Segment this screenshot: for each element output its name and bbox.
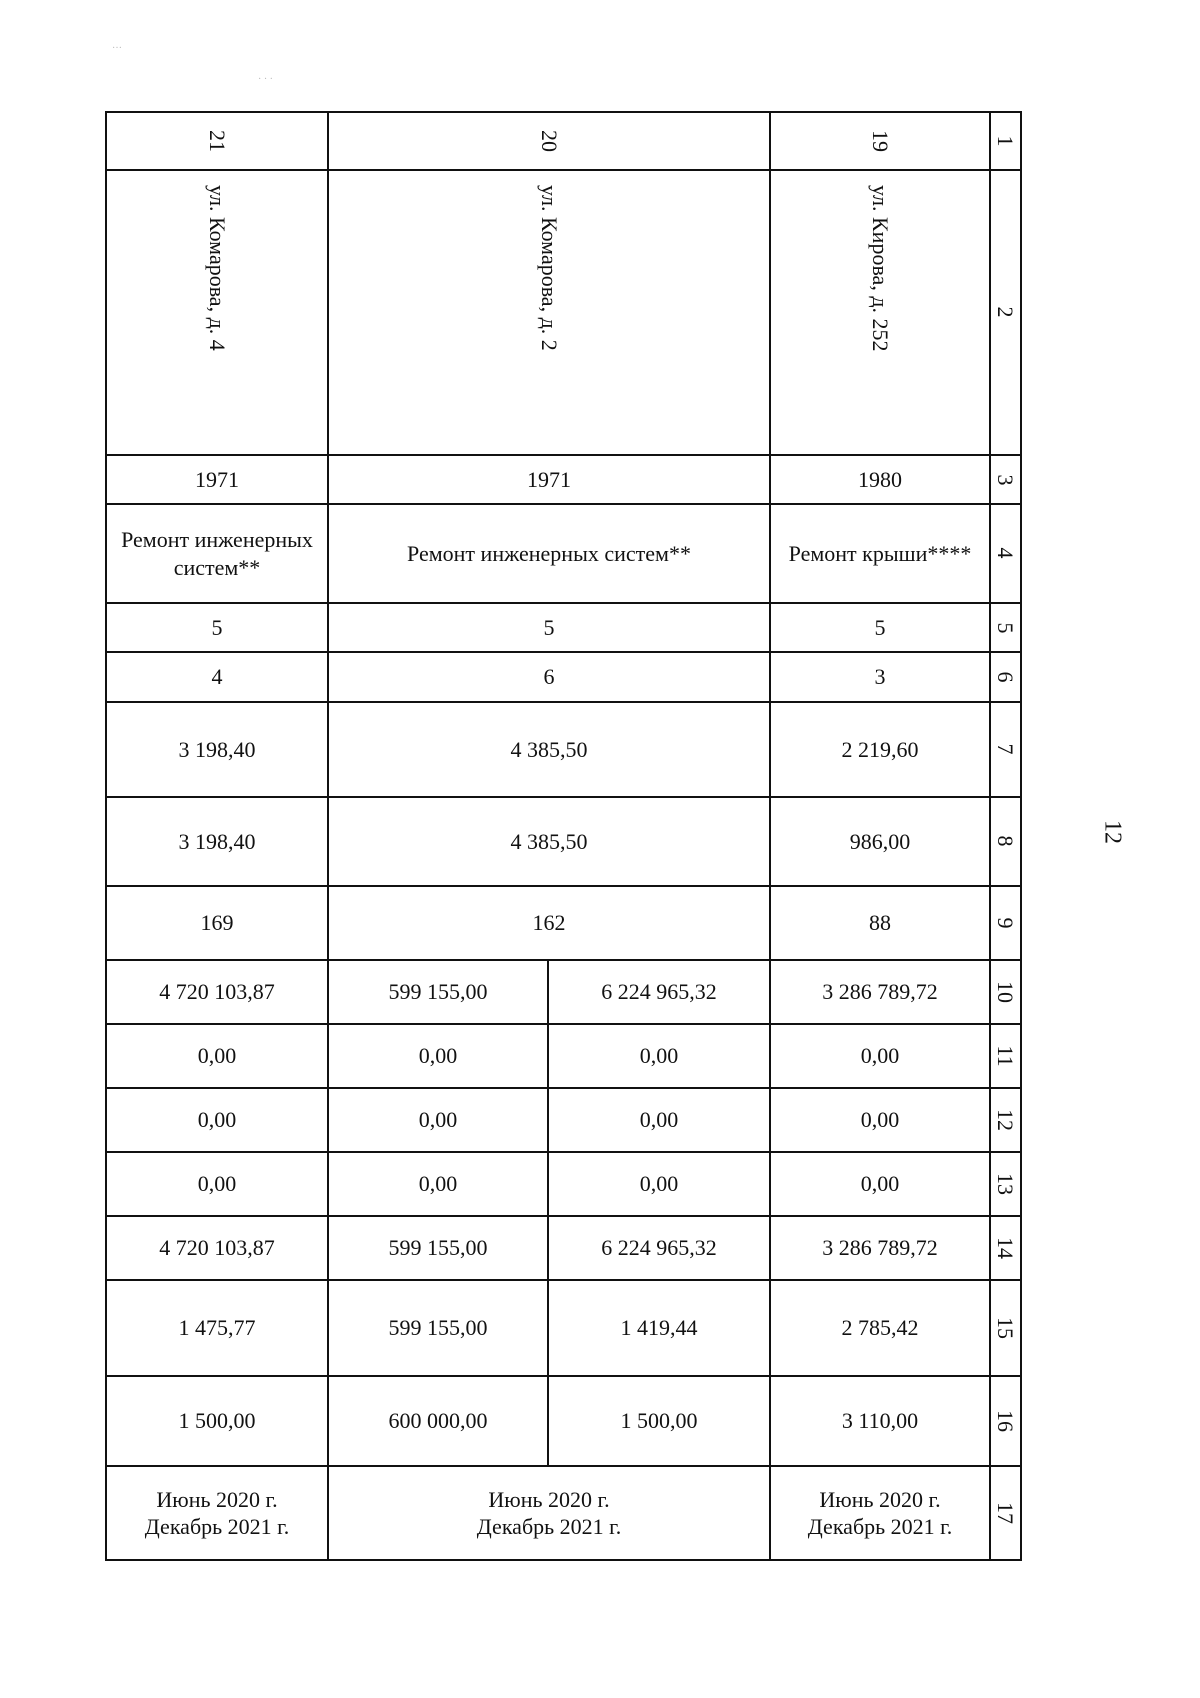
build-year: 1980 bbox=[858, 466, 902, 492]
cell-c8: 986,00 bbox=[849, 828, 911, 854]
cell-c16-left: 600 000,00 bbox=[388, 1408, 488, 1434]
cell-c7: 2 219,60 bbox=[841, 736, 919, 762]
col-num-17: 17 bbox=[993, 1502, 1018, 1524]
cell-c10: 3 286 789,72 bbox=[822, 979, 938, 1005]
cell-c5: 5 bbox=[543, 614, 555, 640]
period-end: Декабрь 2021 г. bbox=[476, 1514, 622, 1539]
cell-c9: 162 bbox=[532, 910, 566, 936]
period-start: Июнь 2020 г. bbox=[819, 1486, 941, 1512]
address: ул. Комарова, д. 2 bbox=[537, 185, 562, 351]
cell-c11: 0,00 bbox=[860, 1043, 900, 1069]
col-num-7: 7 bbox=[993, 743, 1018, 755]
period-start: Июнь 2020 г. bbox=[488, 1486, 610, 1512]
col-num-16: 16 bbox=[993, 1410, 1018, 1432]
cell-c14: 4 720 103,87 bbox=[159, 1235, 275, 1261]
col-num-10: 10 bbox=[993, 981, 1018, 1003]
build-year: 1971 bbox=[527, 466, 571, 492]
cell-c17 bbox=[106, 1466, 328, 1560]
cell-c9: 88 bbox=[869, 910, 891, 936]
cell-c8: 3 198,40 bbox=[178, 828, 256, 854]
cell-c7: 4 385,50 bbox=[510, 736, 588, 762]
cell-c5: 5 bbox=[211, 614, 223, 640]
address: ул. Кирова, д. 252 bbox=[868, 185, 893, 352]
cell-c11-right: 0,00 bbox=[639, 1043, 679, 1069]
cell-c6: 4 bbox=[211, 664, 223, 690]
col-num-14: 14 bbox=[993, 1237, 1018, 1259]
cell-c12: 0,00 bbox=[860, 1107, 900, 1133]
col-num-2: 2 bbox=[993, 306, 1018, 318]
cell-c13-left: 0,00 bbox=[418, 1171, 458, 1197]
col-num-1: 1 bbox=[993, 135, 1018, 147]
entry-number: 21 bbox=[205, 130, 230, 152]
cell-c16: 1 500,00 bbox=[178, 1408, 256, 1434]
cell-c15-right: 1 419,44 bbox=[620, 1315, 698, 1341]
cell-c10-left: 599 155,00 bbox=[388, 979, 488, 1005]
cell-c13-right: 0,00 bbox=[639, 1171, 679, 1197]
period-end: Декабрь 2021 г. bbox=[144, 1514, 290, 1539]
page-number: 12 bbox=[1099, 820, 1126, 844]
cell-c12-left: 0,00 bbox=[418, 1107, 458, 1133]
work-type: Ремонт крыши**** bbox=[788, 540, 972, 566]
cell-c14-right: 6 224 965,32 bbox=[601, 1235, 717, 1261]
cell-c8: 4 385,50 bbox=[510, 828, 588, 854]
cell-c10: 4 720 103,87 bbox=[159, 979, 275, 1005]
scan-speck: … bbox=[112, 40, 122, 51]
col-num-15: 15 bbox=[993, 1317, 1018, 1339]
cell-c5: 5 bbox=[874, 614, 886, 640]
scan-speck: · · · bbox=[258, 74, 273, 85]
cell-c15-left: 599 155,00 bbox=[388, 1315, 488, 1341]
cell-c7: 3 198,40 bbox=[178, 736, 256, 762]
entry-number: 19 bbox=[868, 130, 893, 152]
cell-c10-right: 6 224 965,32 bbox=[601, 979, 717, 1005]
cell-c15: 2 785,42 bbox=[841, 1315, 919, 1341]
cell-c11-left: 0,00 bbox=[418, 1043, 458, 1069]
col-num-8: 8 bbox=[993, 835, 1018, 847]
cell-c6: 3 bbox=[874, 664, 886, 690]
period-start: Июнь 2020 г. bbox=[156, 1486, 278, 1512]
col-num-6: 6 bbox=[993, 671, 1018, 683]
cell-c15: 1 475,77 bbox=[178, 1315, 256, 1341]
cell-c14: 3 286 789,72 bbox=[822, 1235, 938, 1261]
col-num-13: 13 bbox=[993, 1173, 1018, 1195]
build-year: 1971 bbox=[195, 466, 239, 492]
cell-c17 bbox=[328, 1466, 770, 1560]
cell-c13: 0,00 bbox=[860, 1171, 900, 1197]
address: ул. Комарова, д. 4 bbox=[205, 185, 230, 351]
cell-c17 bbox=[770, 1466, 990, 1560]
cell-c6: 6 bbox=[543, 664, 555, 690]
col-num-5: 5 bbox=[993, 622, 1018, 634]
period-end: Декабрь 2021 г. bbox=[807, 1514, 953, 1539]
cell-c12-right: 0,00 bbox=[639, 1107, 679, 1133]
work-type: Ремонт инженерных систем** bbox=[121, 527, 313, 580]
work-type: Ремонт инженерных систем** bbox=[407, 540, 691, 566]
cell-c16-right: 1 500,00 bbox=[620, 1408, 698, 1434]
cell-c9: 169 bbox=[200, 910, 234, 936]
cell-c13: 0,00 bbox=[197, 1171, 237, 1197]
cell-c12: 0,00 bbox=[197, 1107, 237, 1133]
cell-c16: 3 110,00 bbox=[841, 1408, 919, 1434]
col-num-3: 3 bbox=[993, 474, 1018, 486]
col-num-9: 9 bbox=[993, 917, 1018, 929]
col-num-11: 11 bbox=[993, 1045, 1018, 1067]
col-num-4: 4 bbox=[993, 547, 1018, 559]
cell-c14-left: 599 155,00 bbox=[388, 1235, 488, 1261]
col-num-12: 12 bbox=[993, 1109, 1018, 1131]
entry-number: 20 bbox=[537, 130, 562, 152]
cell-c11: 0,00 bbox=[197, 1043, 237, 1069]
